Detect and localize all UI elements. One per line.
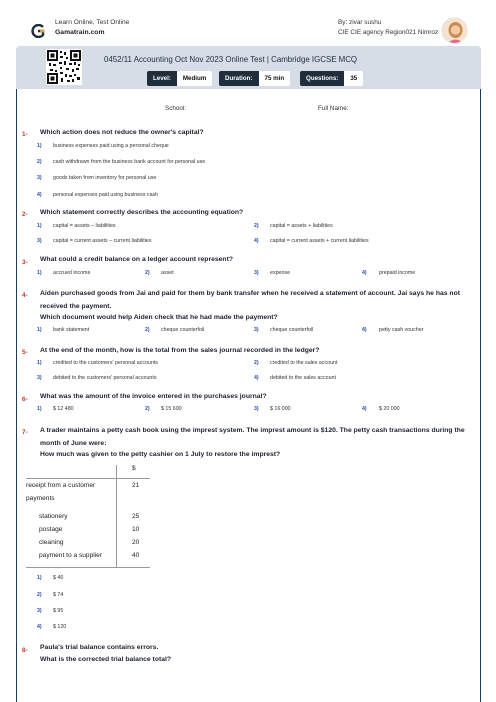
question-number: 8-: [22, 647, 28, 654]
option-number: 2): [254, 360, 259, 366]
qr-code-icon[interactable]: [46, 49, 82, 85]
site-name[interactable]: Gamatrain.com: [55, 29, 105, 36]
question-number: 5-: [22, 349, 28, 356]
fullname-field[interactable]: Full Name:: [318, 105, 349, 112]
gamatrain-logo-icon: [31, 24, 45, 38]
table-divider: [116, 465, 117, 568]
row-label: stationery: [39, 512, 68, 520]
answer-option[interactable]: capital = assets + liabilities: [270, 223, 333, 229]
row-label: cleaning: [39, 538, 64, 546]
answer-option[interactable]: cheque counterfoil: [270, 327, 314, 333]
option-number: 4): [37, 624, 42, 630]
question-number: 3-: [22, 259, 28, 266]
answer-option[interactable]: capital = current assets + current liabilities: [270, 238, 369, 244]
table-header-row: [26, 465, 150, 478]
row-amount: 40: [132, 552, 140, 560]
option-number: 1): [37, 143, 42, 149]
author-line: By: zivar sushu: [338, 19, 382, 26]
question-text: At the end of the month, how is the total from the sales journal recorded in the ledger?: [40, 347, 320, 354]
duration-value: 75 min: [259, 71, 291, 86]
questions-label: Questions:: [300, 71, 344, 86]
row-amount: 25: [132, 512, 140, 520]
answer-option[interactable]: expense: [270, 270, 291, 276]
option-number: 1): [37, 360, 42, 366]
level-badge: [147, 71, 212, 86]
answer-option[interactable]: business expenses paid using a personal cheque: [53, 143, 169, 149]
answer-option[interactable]: cash withdrawn from the business bank account for personal use: [53, 159, 206, 165]
answer-option[interactable]: $ 16 000: [270, 406, 291, 412]
answer-option[interactable]: prepaid income: [379, 270, 416, 276]
answer-option[interactable]: bank statement: [53, 327, 90, 333]
questions-value: 35: [344, 71, 363, 86]
centre-line: CIE CIE agency Region021 Nimroz: [338, 29, 439, 36]
option-number: 4): [37, 192, 42, 198]
table-row: [26, 539, 150, 552]
answer-option[interactable]: $ 74: [53, 592, 64, 598]
avatar: [441, 17, 468, 44]
table-divider: [26, 567, 150, 568]
option-number: 4): [254, 238, 259, 244]
test-banner: [16, 46, 481, 89]
school-field[interactable]: School:: [165, 105, 187, 112]
currency-header: $: [132, 465, 136, 472]
option-number: 2): [254, 223, 259, 229]
option-number: 1): [37, 406, 42, 412]
option-number: 3): [37, 238, 42, 244]
question-subtext: Which document would help Aiden check that he had made the payment?: [40, 314, 278, 321]
page-header: [0, 0, 496, 46]
table-row: [26, 513, 150, 526]
duration-badge: [219, 71, 290, 86]
questions-badge: [300, 71, 363, 86]
question-text: Which action does not reduce the owner's capital?: [40, 129, 204, 136]
test-title: 0452/11 Accounting Oct Nov 2023 Online Test | Cambridge IGCSE MCQ: [104, 55, 358, 64]
question-number: 7-: [22, 429, 28, 436]
question-number: 1-: [22, 131, 28, 138]
option-number: 3): [37, 175, 42, 181]
table-divider: [26, 478, 150, 479]
option-number: 1): [37, 327, 42, 333]
table-row: [26, 526, 150, 539]
option-number: 3): [37, 608, 42, 614]
table-row: [26, 482, 150, 495]
answer-option[interactable]: accrued income: [53, 270, 91, 276]
table-row: [26, 495, 150, 508]
answer-option[interactable]: debited to the sales account: [270, 375, 336, 381]
question-text: What could a credit balance on a ledger account represent?: [40, 256, 234, 263]
answer-option[interactable]: $ 12 480: [53, 406, 74, 412]
level-value: Medium: [177, 71, 212, 86]
question-number: 6-: [22, 396, 28, 403]
row-amount: 10: [132, 525, 140, 533]
option-number: 2): [145, 270, 150, 276]
option-number: 2): [145, 406, 150, 412]
question-text: A trader maintains a petty cash book using the imprest system. The imprest amount is $120. The petty cash transactions during the month of June were:: [40, 427, 465, 447]
option-number: 2): [37, 592, 42, 598]
answer-option[interactable]: capital = assets – liabilities: [53, 223, 116, 229]
option-number: 1): [37, 270, 42, 276]
option-number: 3): [254, 406, 259, 412]
option-number: 4): [362, 270, 367, 276]
answer-option[interactable]: $ 46: [53, 575, 64, 581]
answer-option[interactable]: $ 95: [53, 608, 64, 614]
option-number: 1): [37, 223, 42, 229]
duration-label: Duration:: [219, 71, 259, 86]
answer-option[interactable]: asset: [161, 270, 174, 276]
option-number: 4): [254, 375, 259, 381]
answer-option[interactable]: credited to the customers' personal accounts: [53, 360, 158, 366]
question-text: Paula's trial balance contains errors.: [40, 644, 159, 651]
question-subtext: What is the corrected trial balance total?: [40, 656, 172, 663]
level-label: Level:: [147, 71, 177, 86]
table-row: [26, 552, 150, 565]
answer-option[interactable]: goods taken from inventory for personal use: [53, 175, 157, 181]
question-text: Aiden purchased goods from Jai and paid for them by bank transfer when he received a statement of account. Jai says he has not received the payment.: [40, 290, 461, 310]
answer-option[interactable]: credited to the sales account: [270, 360, 338, 366]
question-number: 2-: [22, 211, 28, 218]
option-number: 1): [37, 575, 42, 581]
option-number: 3): [254, 327, 259, 333]
option-number: 2): [37, 159, 42, 165]
question-subtext: How much was given to the petty cashier on 1 July to restore the imprest?: [40, 451, 281, 458]
answer-option[interactable]: personal expenses paid using business cash: [53, 192, 159, 198]
answer-option[interactable]: petty cash voucher: [379, 327, 424, 333]
row-label: payment to a supplier: [39, 552, 103, 560]
option-number: 3): [37, 375, 42, 381]
option-number: 4): [362, 327, 367, 333]
question-text: Which statement correctly describes the accounting equation?: [40, 209, 244, 216]
answer-option[interactable]: capital = current assets – current liabilities: [53, 238, 152, 244]
site-tagline: Learn Online, Test Online: [55, 19, 130, 26]
petty-cash-table: [26, 465, 150, 565]
answer-option[interactable]: $ 20 000: [379, 406, 400, 412]
option-number: 4): [362, 406, 367, 412]
answer-option[interactable]: debited to the customers' personal accounts: [53, 375, 157, 381]
option-number: 2): [145, 327, 150, 333]
answer-option[interactable]: $ 15 600: [161, 406, 182, 412]
row-label: postage: [39, 525, 63, 533]
answer-option[interactable]: $ 120: [53, 624, 67, 630]
option-number: 3): [254, 270, 259, 276]
row-label: receipt from a customer: [26, 482, 96, 490]
answer-option[interactable]: cheque counterfoil: [161, 327, 205, 333]
question-number: 4-: [22, 292, 28, 299]
row-label: payments: [26, 495, 55, 503]
row-amount: 20: [132, 538, 140, 546]
row-amount: 21: [132, 482, 140, 490]
question-text: What was the amount of the invoice entered in the purchases journal?: [40, 393, 267, 400]
